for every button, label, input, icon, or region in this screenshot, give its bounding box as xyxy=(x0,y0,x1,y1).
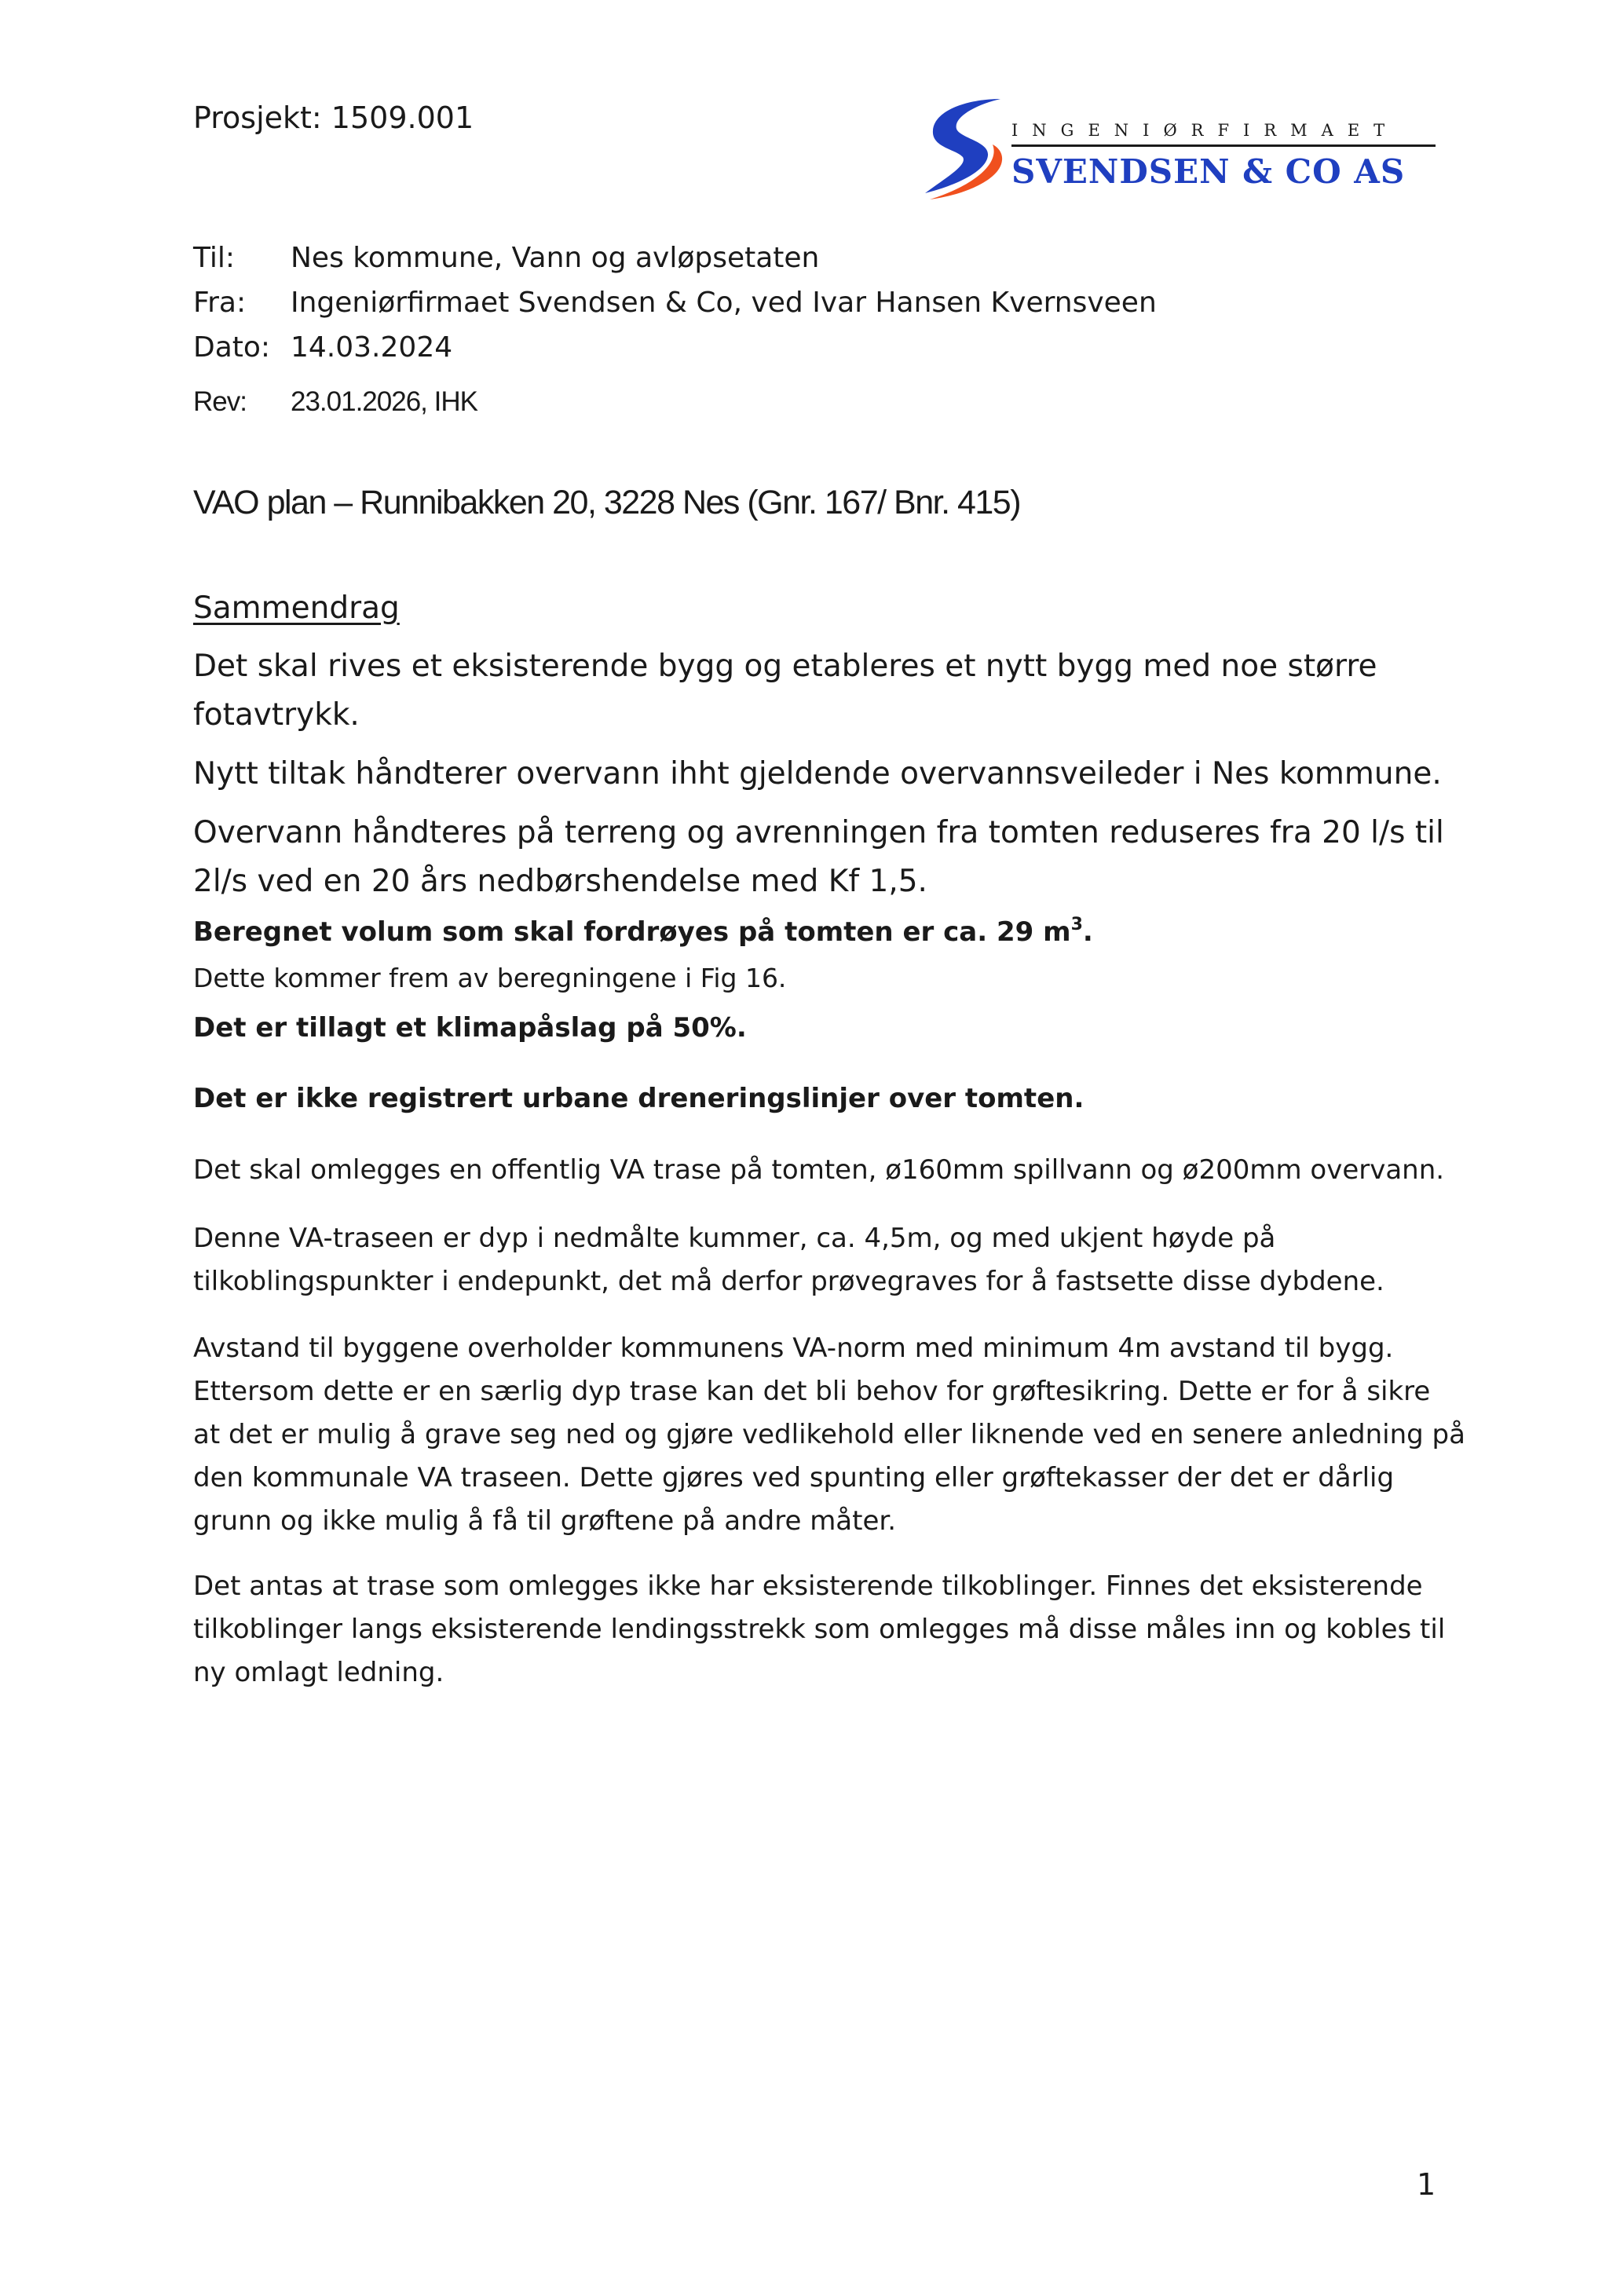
paragraph-9: Denne VA-traseen er dyp i nedmålte kummer, ca. 4,5m, og med ukjent høyde på tilkoblingspunkter i endepunkt, det må derfor prøvegraves for å fastsette disse dybdene. xyxy=(193,1223,1384,1297)
paragraph-11: Det antas at trase som omlegges ikke har eksisterende tilkoblinger. Finnes det eksisterende tilkoblinger langs eksisterende lendingsstrekk som omlegges må disse måles inn og kobles til ny omlagt ledning. xyxy=(193,1570,1446,1688)
swoosh-logo-icon xyxy=(925,93,1011,203)
company-logo xyxy=(925,93,1443,203)
volume-text: Beregnet volum som skal fordrøyes på tomten er ca. 29 m xyxy=(193,916,1071,948)
section-heading: Sammendrag xyxy=(193,590,400,626)
meta-rev-label: Rev: xyxy=(193,386,247,417)
logo-main-text: SVENDSEN & CO AS xyxy=(1011,152,1406,191)
project-number: Prosjekt: 1509.001 xyxy=(193,101,474,135)
meta-til-label: Til: xyxy=(193,242,236,274)
meta-fra-value: Ingeniørfirmaet Svendsen & Co, ved Ivar Hansen Kvernsveen xyxy=(291,287,1157,319)
meta-dato xyxy=(193,331,452,364)
meta-rev-value: 23.01.2026, IHK xyxy=(291,386,477,417)
paragraph-1: Det skal rives et eksisterende bygg og etableres et nytt bygg med noe større fotavtrykk. xyxy=(193,649,1377,733)
paragraph-7: Det er ikke registrert urbane dreneringslinjer over tomten. xyxy=(193,1083,1084,1114)
page-number: 1 xyxy=(1417,2167,1436,2202)
paragraph-10: Avstand til byggene overholder kommunens VA-norm med minimum 4m avstand til bygg. Ettersom dette er en særlig dyp trase kan det bli behov for grøftesikring. Dette er for å sikre at det er mulig å grave seg ned og gjøre vedlikehold eller liknende ved en senere anledning på den kommunale VA traseen. Dette gjøres ved spunting eller grøftekasser der det er dårlig grunn og ikke mulig å få til grøftene på andre måter. xyxy=(193,1333,1465,1537)
paragraph-2: Nytt tiltak håndterer overvann ihht gjeldende overvannsveileder i Nes kommune. xyxy=(193,756,1442,792)
meta-dato-label: Dato: xyxy=(193,331,271,364)
meta-fra-label: Fra: xyxy=(193,287,247,319)
meta-fra xyxy=(193,287,1157,319)
meta-til xyxy=(193,242,819,274)
volume-period: . xyxy=(1082,916,1093,948)
logo-top-text: INGENIØRFIRMAET xyxy=(1011,121,1399,140)
paragraph-6: Det er tillagt et klimapåslag på 50%. xyxy=(193,1012,747,1044)
logo-divider xyxy=(1011,144,1436,147)
meta-dato-value: 14.03.2024 xyxy=(291,331,453,364)
volume-superscript: 3 xyxy=(1070,915,1083,934)
paragraph-volume xyxy=(193,911,1465,954)
meta-til-value: Nes kommune, Vann og avløpsetaten xyxy=(291,242,820,274)
paragraph-3: Overvann håndteres på terreng og avrenningen fra tomten reduseres fra 20 l/s til 2l/s ved en 20 års nedbørshendelse med Kf 1,5. xyxy=(193,815,1444,899)
paragraph-8: Det skal omlegges en offentlig VA trase på tomten, ø160mm spillvann og ø200mm overvann. xyxy=(193,1154,1445,1186)
meta-rev xyxy=(193,386,477,418)
paragraph-5: Dette kommer frem av beregningene i Fig 16. xyxy=(193,963,787,993)
document-title: VAO plan – Runnibakken 20, 3228 Nes (Gnr. 167/ Bnr. 415) xyxy=(193,484,1021,521)
